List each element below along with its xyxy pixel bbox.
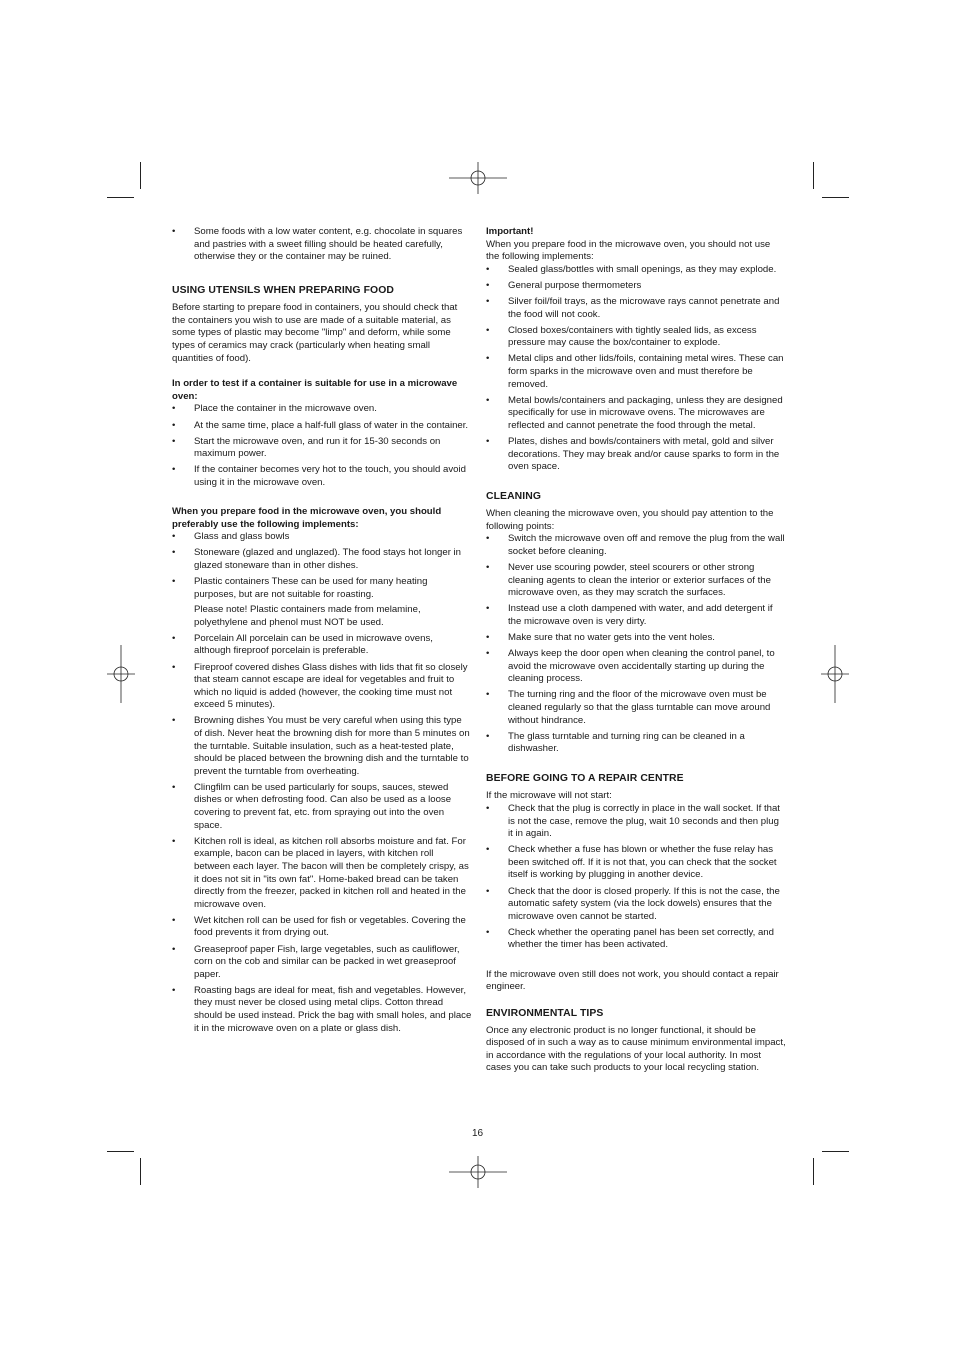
list-item: • Check that the plug is correctly in place in the wall socket. If that is not the case, remove the plug, wait 10 seconds and then plug it in again. [486, 803, 786, 841]
list-item: • General purpose thermometers [486, 280, 786, 293]
paragraph: If the microwave will not start: [486, 790, 612, 802]
list-item: • Plates, dishes and bowls/containers with metal, gold and silver decorations. They may break and/or cause sparks to form in the oven space. [486, 436, 786, 474]
section-heading-cleaning: CLEANING [486, 491, 542, 503]
list-item: • Make sure that no water gets into the vent holes. [486, 632, 786, 645]
list-item: • Closed boxes/containers with tightly sealed lids, as excess pressure may cause the box/container to explode. [486, 325, 786, 350]
list-item: • Clingfilm can be used particularly for soups, sauces, stewed dishes or when defrosting food. Can also be used as a loose covering to prevent fat, etc. from spraying out into the oven space. [172, 782, 472, 832]
list-item: • The glass turntable and turning ring can be cleaned in a dishwasher. [486, 731, 786, 756]
list-item: • Stoneware (glazed and unglazed). The food stays hot longer in glazed stoneware than in other dishes. [172, 547, 472, 572]
section-heading-utensils: USING UTENSILS WHEN PREPARING FOOD [172, 285, 394, 297]
registration-mark-icon [107, 645, 135, 703]
list-item: • Metal bowls/containers and packaging, unless they are designed specifically for use in microwave ovens. The microwaves are reflected and cannot penetrate the food through the metal. [486, 395, 786, 433]
list-item: • Silver foil/foil trays, as the microwave rays cannot penetrate and the food will not cook. [486, 296, 786, 321]
left-column [172, 226, 472, 1039]
list-item: • Fireproof covered dishes Glass dishes with lids that fit so closely that steam cannot escape are ideal for vegetables and fruit to which no liquid is added (however, the cooking time must not exceed 5 minutes). [172, 662, 472, 712]
intro-list [172, 226, 472, 264]
plastic-note: Please note! Plastic containers made from melamine, polyethylene and phenol must NOT be used. [194, 604, 421, 628]
list-item: • Greaseproof paper Fish, large vegetables, such as cauliflower, corn on the cob and similar can be packed in wet greaseproof paper. [172, 944, 472, 982]
important-heading: Important! [486, 226, 534, 237]
list-item-text: Plastic containers These can be used for many heating purposes, but are not suitable for roasting. [194, 575, 428, 600]
registration-mark-icon [449, 1156, 507, 1188]
crop-mark [813, 1158, 814, 1185]
subheading-test: In order to test if a container is suitable for use in a microwave oven: [172, 378, 458, 402]
paragraph: When you prepare food in the microwave oven, you should not use the following implements: [486, 238, 771, 263]
paragraph: When cleaning the microwave oven, you should pay attention to the following points: [486, 508, 774, 532]
avoid-list [486, 264, 786, 474]
list-item: • The turning ring and the floor of the microwave oven must be cleaned regularly so that the glass turntable can move around without hindrance. [486, 689, 786, 727]
list-item: • Switch the microwave oven off and remove the plug from the wall socket before cleaning. [486, 533, 786, 558]
list-item: • Some foods with a low water content, e.g. chocolate in squares and pastries with a sweet filling should be heated carefully, otherwise they or the container may be ruined. [172, 226, 472, 264]
page-number: 16 [472, 1128, 484, 1139]
list-item: • Wet kitchen roll can be used for fish or vegetables. Covering the food prevents it from drying out. [172, 915, 472, 940]
list-item: • Sealed glass/bottles with small openings, as they may explode. [486, 264, 786, 277]
list-item: • If the container becomes very hot to the touch, you should avoid using it in the microwave oven. [172, 464, 472, 489]
list-item: • Instead use a cloth dampened with water, and add detergent if the microwave oven is very dirty. [486, 603, 786, 628]
list-item: • Check whether a fuse has blown or whether the fuse relay has been switched off. If it is not that, you can check that the socket itself is working by plugging in another device. [486, 844, 786, 882]
section-heading-repair: BEFORE GOING TO A REPAIR CENTRE [486, 773, 684, 785]
list-item: • Porcelain All porcelain can be used in microwave ovens, although fireproof porcelain is preferable. [172, 633, 472, 658]
paragraph: Before starting to prepare food in containers, you should check that the containers you wish to use are made of a suitable material, as some types of plastic may become "limp" and deform, while some types of ceramics may crack (particularly when heating small quantities of food). [172, 302, 458, 364]
list-item [172, 576, 472, 629]
crop-mark [140, 162, 141, 189]
crop-mark [107, 197, 134, 198]
crop-mark [140, 1158, 141, 1185]
paragraph: Once any electronic product is no longer functional, it should be disposed of in such a way as to cause minimum environmental impact, in accordance with the regulations of your local authority. In most cases you can take such products to your local recycling station. [486, 1024, 786, 1074]
test-list [172, 403, 472, 489]
section-heading-environment: ENVIRONMENTAL TIPS [486, 1007, 604, 1019]
list-item: • Kitchen roll is ideal, as kitchen roll absorbs moisture and fat. For example, bacon can be placed in layers, with kitchen roll between each layer. The bacon will then be completely crispy, as it does not sit in "its own fat". Home-baked bread can be taken directly from the freezer, packed in kitchen roll and heated in the microwave oven. [172, 836, 472, 912]
list-item: • At the same time, place a half-full glass of water in the container. [172, 420, 472, 433]
list-item: • Never use scouring powder, steel scourers or other strong cleaning agents to clean the interior or exterior surfaces of the microwave oven, as they may scratch the surfaces. [486, 562, 786, 600]
list-item: • Place the container in the microwave oven. [172, 403, 472, 416]
crop-mark [107, 1151, 134, 1152]
list-item: • Glass and glass bowls [172, 531, 472, 544]
crop-mark [822, 1151, 849, 1152]
list-item: • Roasting bags are ideal for meat, fish and vegetables. However, they must never be closed using metal clips. Cotton thread should be used instead. Prick the bag with small holes, and place it in the microwave oven on a plate or glass dish. [172, 985, 472, 1035]
list-item: • Always keep the door open when cleaning the control panel, to avoid the microwave oven accidentally starting up during the cleaning process. [486, 648, 786, 686]
crop-mark [822, 197, 849, 198]
crop-mark [813, 162, 814, 189]
registration-mark-icon [821, 645, 849, 703]
repair-list [486, 803, 786, 952]
paragraph: If the microwave oven still does not work, you should contact a repair engineer. [486, 968, 779, 993]
preferred-list [172, 531, 472, 1035]
list-item: • Metal clips and other lids/foils, containing metal wires. These can form sparks in the microwave oven and must therefore be removed. [486, 353, 786, 391]
subheading-preferred: When you prepare food in the microwave oven, you should preferably use the following implements: [172, 506, 442, 530]
cleaning-list [486, 533, 786, 756]
list-item: • Browning dishes You must be very careful when using this type of dish. Never heat the browning dish for more than 5 minutes on the turntable. Suitable insulation, such as a heat-tested plate, should be placed between the browning dish and the turntable to prevent the turntable from overheating. [172, 715, 472, 778]
list-item: • Start the microwave oven, and run it for 15-30 seconds on maximum power. [172, 436, 472, 461]
right-column [486, 226, 786, 1075]
list-item: • Check that the door is closed properly. If this is not the case, the automatic safety system (via the lock dowels) ensures that the microwave oven cannot be started. [486, 886, 786, 924]
registration-mark-icon [449, 162, 507, 194]
list-item: • Check whether the operating panel has been set correctly, and whether the timer has been activated. [486, 927, 786, 952]
